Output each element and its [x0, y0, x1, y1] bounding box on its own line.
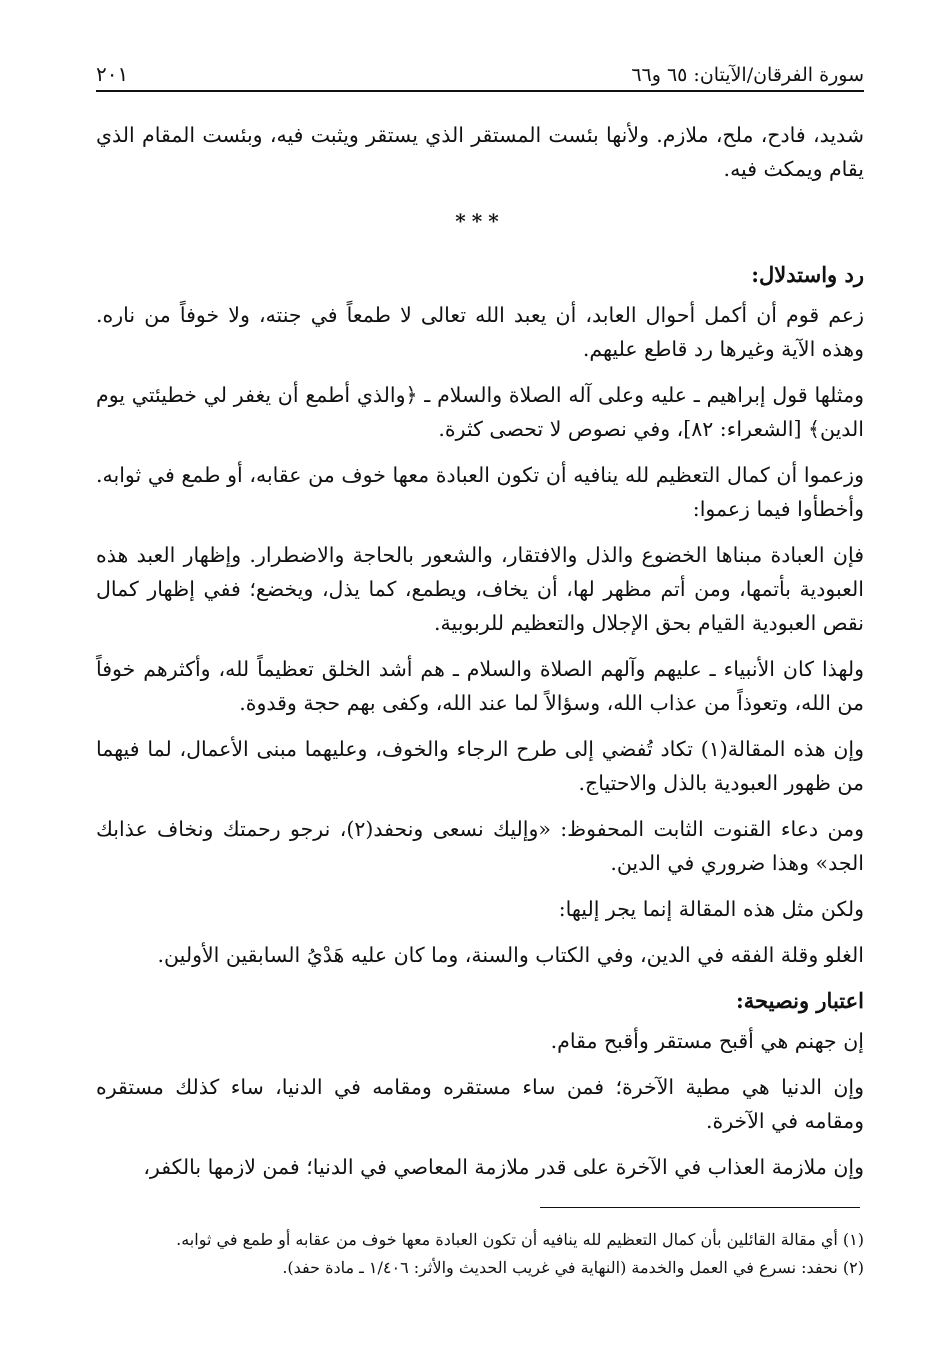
- paragraph: زعم قوم أن أكمل أحوال العابد، أن يعبد الله تعالى لا طمعاً في جنته، ولا خوفاً من ناره. وهذه الآية وغيرها رد قاطع عليهم.: [96, 303, 864, 361]
- page-number: ٢٠١: [96, 62, 129, 86]
- paragraph: وزعموا أن كمال التعظيم لله ينافيه أن تكون العبادة معها خوف من عقابه، أو طمع في ثوابه. وأخطأوا فيما زعموا:: [96, 463, 864, 521]
- footnote: (٢) نحفد: نسرع في العمل والخدمة (النهاية في غريب الحديث والأثر: ١/٤٠٦ ـ مادة حفد).: [282, 1258, 864, 1277]
- paragraph: إن جهنم هي أقبح مستقر وأقبح مقام.: [550, 1029, 864, 1053]
- running-title: سورة الفرقان/الآيتان: ٦٥ و٦٦: [631, 64, 864, 86]
- body-text: [96, 118, 864, 1184]
- paragraph: ومثلها قول إبراهيم ـ عليه وعلى آله الصلاة والسلام ـ ﴿والذي أطمع أن يغفر لي خطيئتي يوم الدين﴾ [الشعراء: ٨٢]، وفي نصوص لا تحصى كثرة.: [96, 383, 864, 441]
- paragraph: ولكن مثل هذه المقالة إنما يجر إليها:: [558, 897, 864, 921]
- paragraph: الغلو وقلة الفقه في الدين، وفي الكتاب والسنة، وما كان عليه هَدْيُ السابقين الأولين.: [157, 943, 864, 967]
- footnotes: [96, 1226, 864, 1282]
- paragraph: وإن هذه المقالة(١) تكاد تُفضي إلى طرح الرجاء والخوف، وعليهما مبنى الأعمال، لما فيهما من ظهور العبودية بالذل والاحتياج.: [96, 737, 865, 795]
- section-heading: رد واستدلال:: [751, 262, 864, 287]
- paragraph: شديد، فادح، ملح، ملازم. ولأنها بئست المستقر الذي يستقر ويثبت فيه، وبئست المقام الذي يقام ويمكث فيه.: [96, 123, 864, 181]
- paragraph: وإن الدنيا هي مطية الآخرة؛ فمن ساء مستقره ومقامه في الدنيا، ساء كذلك مستقره ومقامه في الآخرة.: [96, 1075, 864, 1133]
- footnote-divider: [540, 1207, 860, 1208]
- paragraph: وإن ملازمة العذاب في الآخرة على قدر ملازمة المعاصي في الدنيا؛ فمن لازمها بالكفر،: [143, 1155, 864, 1179]
- paragraph: فإن العبادة مبناها الخضوع والذل والافتقار، والشعور بالحاجة والاضطرار. وإظهار العبد هذه العبودية بأتمها، ومن أتم مظهر لها، أن يخاف، ويطمع، كما يذل، ويخضع؛ ففي إظهار كمال نقص العبودية القيام بحق الإجلال والتعظيم للربوبية.: [96, 543, 864, 635]
- page-header: [96, 52, 864, 92]
- footnote: (١) أي مقالة القائلين بأن كمال التعظيم لله ينافيه أن تكون العبادة معها خوف من عقابه أو طمع في ثوابه.: [176, 1230, 864, 1249]
- paragraph: ولهذا كان الأنبياء ـ عليهم وآلهم الصلاة والسلام ـ هم أشد الخلق تعظيماً لله، وأكثرهم خوفاً من الله، وتعوذاً من عذاب الله، وسؤالاً لما عند الله، وكفى بهم حجة وقدوة.: [96, 657, 864, 715]
- paragraph: ومن دعاء القنوت الثابت المحفوظ: «وإليك نسعى ونحفد(٢)، نرجو رحمتك ونخاف عذابك الجد» وهذا ضروري في الدين.: [96, 817, 864, 875]
- section-divider: ***: [455, 209, 505, 233]
- section-heading: اعتبار ونصيحة:: [736, 988, 864, 1013]
- page: [96, 52, 864, 1196]
